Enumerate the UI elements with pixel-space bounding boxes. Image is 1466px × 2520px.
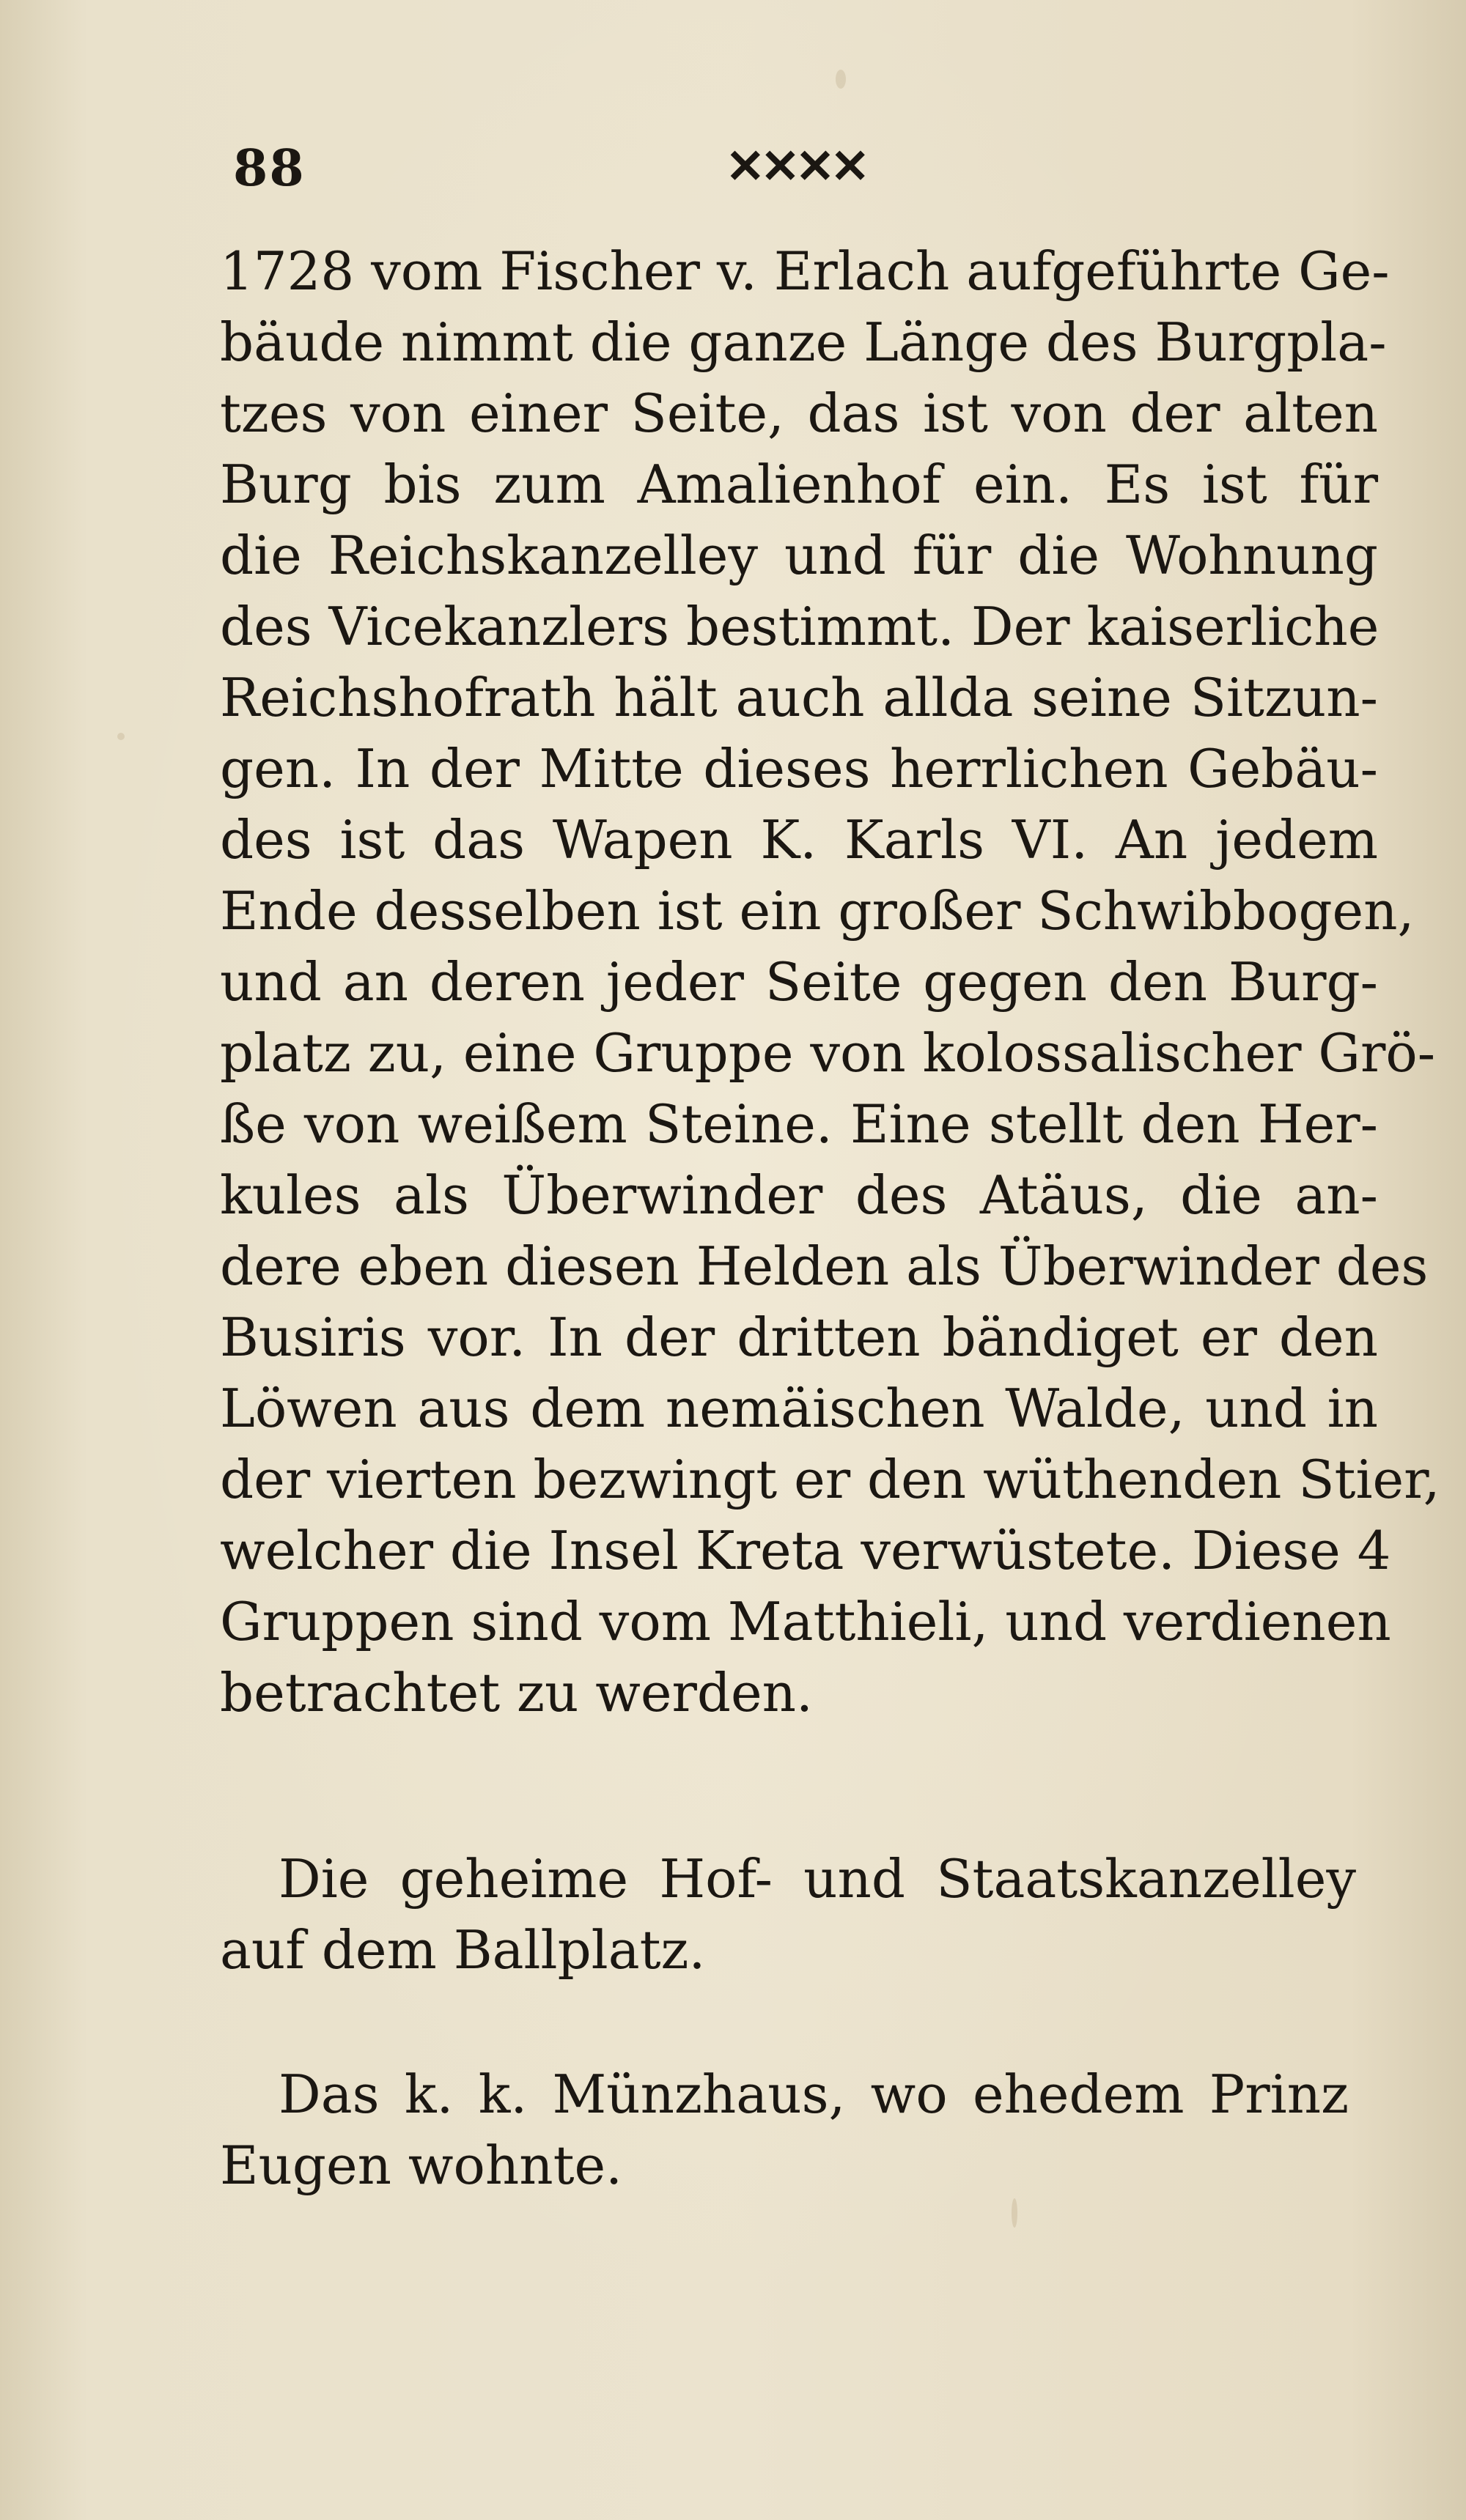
text-line: des Vicekanzlers bestimmt. Der kaiserliche xyxy=(220,596,1380,657)
text-line: bäude nimmt die ganze Länge des Burgpla- xyxy=(220,311,1387,373)
text-line: Gruppen sind vom Matthieli, und verdienen xyxy=(220,1591,1391,1652)
paper-stain xyxy=(117,733,125,740)
page-number: 88 xyxy=(233,139,306,198)
text-line: Das k. k. Münzhaus, wo ehedem Prinz xyxy=(279,2063,1349,2125)
text-line: die Reichskanzelley und für die Wohnung xyxy=(220,525,1378,586)
text-line: platz zu, eine Gruppe von kolossalischer Grö- xyxy=(220,1022,1436,1084)
text-line: Busiris vor. In der dritten bändiget er den xyxy=(220,1307,1378,1368)
text-line: des ist das Wapen K. Karls VI. An jedem xyxy=(220,809,1378,871)
header-ornament: ✕✕✕✕ xyxy=(726,139,866,194)
text-line: Reichshofrath hält auch allda seine Sitzun- xyxy=(220,667,1378,728)
text-line: welcher die Insel Kreta verwüstete. Diese 4 xyxy=(220,1520,1391,1581)
text-line: gen. In der Mitte dieses herrlichen Gebäu- xyxy=(220,738,1378,799)
text-line: auf dem Ballplatz. xyxy=(220,1919,706,1981)
text-line: Die geheime Hof- und Staatskanzelley xyxy=(279,1848,1356,1910)
paper-stain xyxy=(1012,2198,1017,2228)
text-line: dere eben diesen Helden als Überwinder des xyxy=(220,1235,1429,1297)
text-line: der vierten bezwingt er den wüthenden Stier, xyxy=(220,1449,1440,1510)
text-line: kules als Überwinder des Atäus, die an- xyxy=(220,1164,1378,1226)
paper-stain xyxy=(836,70,846,89)
text-line: Eugen wohnte. xyxy=(220,2135,623,2196)
text-line: ße von weißem Steine. Eine stellt den Her- xyxy=(220,1093,1378,1155)
text-line: 1728 vom Fischer v. Erlach aufgeführte Ge- xyxy=(220,240,1390,302)
text-line: Ende desselben ist ein großer Schwibbogen, xyxy=(220,880,1415,942)
text-line: Löwen aus dem nemäischen Walde, und in xyxy=(220,1378,1378,1439)
text-line: Burg bis zum Amalienhof ein. Es ist für xyxy=(220,454,1378,515)
text-line: tzes von einer Seite, das ist von der alten xyxy=(220,383,1378,444)
text-line: betrachtet zu werden. xyxy=(220,1662,813,1723)
text-line: und an deren jeder Seite gegen den Burg- xyxy=(220,951,1378,1013)
